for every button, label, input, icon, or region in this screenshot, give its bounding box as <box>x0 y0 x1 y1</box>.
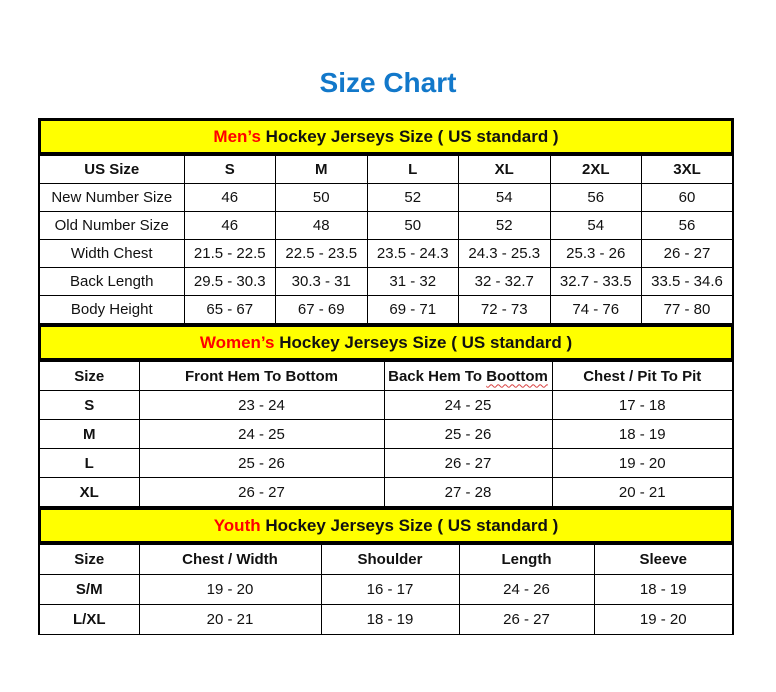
womens-size-table <box>38 361 734 507</box>
table-row <box>39 420 733 449</box>
row-label: XL <box>39 478 139 507</box>
size-value-cell: 46 <box>184 212 276 240</box>
row-label: Old Number Size <box>39 212 184 240</box>
mens-table-title <box>38 118 734 155</box>
column-header: L <box>367 156 459 184</box>
column-header: Front Hem To Bottom <box>139 362 384 391</box>
table-row <box>39 575 733 605</box>
size-value-cell: 54 <box>459 184 551 212</box>
size-value-cell: 31 - 32 <box>367 268 459 296</box>
size-value-cell: 56 <box>642 212 734 240</box>
row-label: L <box>39 449 139 478</box>
column-header: XL <box>459 156 551 184</box>
size-value-cell: 65 - 67 <box>184 296 276 324</box>
size-value-cell: 23 - 24 <box>139 391 384 420</box>
size-value-cell: 67 - 69 <box>276 296 368 324</box>
size-value-cell: 24 - 26 <box>459 575 594 605</box>
size-value-cell: 20 - 21 <box>139 605 321 635</box>
size-value-cell: 69 - 71 <box>367 296 459 324</box>
mens-title-text: Hockey Jerseys Size ( US standard ) <box>260 126 559 146</box>
size-value-cell: 48 <box>276 212 368 240</box>
size-value-cell: 56 <box>550 184 642 212</box>
size-value-cell: 21.5 - 22.5 <box>184 240 276 268</box>
column-header: M <box>276 156 368 184</box>
page-title: Size Chart <box>319 67 457 98</box>
size-value-cell: 25 - 26 <box>139 449 384 478</box>
table-row <box>39 478 733 507</box>
table-row <box>39 296 733 324</box>
size-value-cell: 77 - 80 <box>642 296 734 324</box>
size-value-cell: 46 <box>184 184 276 212</box>
column-header: S <box>184 156 276 184</box>
mens-size-table <box>38 155 734 324</box>
misspelled-word: Boottom <box>486 367 548 385</box>
column-header: Chest / Width <box>139 545 321 575</box>
size-value-cell: 23.5 - 24.3 <box>367 240 459 268</box>
size-value-cell: 32.7 - 33.5 <box>550 268 642 296</box>
size-value-cell: 74 - 76 <box>550 296 642 324</box>
table-row <box>39 212 733 240</box>
youth-table-title <box>38 507 734 544</box>
column-header: 3XL <box>642 156 734 184</box>
size-chart <box>38 118 734 635</box>
size-value-cell: 24 - 25 <box>384 391 552 420</box>
size-value-cell: 19 - 20 <box>594 605 733 635</box>
youth-title-highlight: Youth <box>213 515 261 535</box>
womens-title-text: Hockey Jerseys Size ( US standard ) <box>274 332 573 352</box>
size-value-cell: 18 - 19 <box>552 420 733 449</box>
size-value-cell: 33.5 - 34.6 <box>642 268 734 296</box>
size-value-cell: 52 <box>459 212 551 240</box>
column-header: Size <box>39 362 139 391</box>
size-value-cell: 25.3 - 26 <box>550 240 642 268</box>
size-value-cell: 20 - 21 <box>552 478 733 507</box>
mens-header-row <box>39 156 733 184</box>
table-row <box>39 184 733 212</box>
table-row <box>39 605 733 635</box>
size-value-cell: 17 - 18 <box>552 391 733 420</box>
size-value-cell: 27 - 28 <box>384 478 552 507</box>
size-value-cell: 32 - 32.7 <box>459 268 551 296</box>
row-label: Width Chest <box>39 240 184 268</box>
size-value-cell: 50 <box>276 184 368 212</box>
column-header: US Size <box>39 156 184 184</box>
column-header-text: Back Hem To <box>388 367 487 385</box>
row-label: Back Length <box>39 268 184 296</box>
womens-header-row <box>39 362 733 391</box>
size-value-cell: 26 - 27 <box>139 478 384 507</box>
youth-title-text: Hockey Jerseys Size ( US standard ) <box>260 515 559 535</box>
row-label: S/M <box>39 575 139 605</box>
size-value-cell: 72 - 73 <box>459 296 551 324</box>
column-header: Shoulder <box>321 545 459 575</box>
row-label: M <box>39 420 139 449</box>
size-value-cell: 25 - 26 <box>384 420 552 449</box>
size-value-cell: 18 - 19 <box>321 605 459 635</box>
table-row <box>39 391 733 420</box>
size-value-cell: 29.5 - 30.3 <box>184 268 276 296</box>
size-value-cell: 50 <box>367 212 459 240</box>
column-header <box>384 362 552 391</box>
column-header: Length <box>459 545 594 575</box>
size-value-cell: 26 - 27 <box>384 449 552 478</box>
row-label: New Number Size <box>39 184 184 212</box>
column-header: Size <box>39 545 139 575</box>
column-header: Chest / Pit To Pit <box>552 362 733 391</box>
size-value-cell: 19 - 20 <box>139 575 321 605</box>
size-value-cell: 16 - 17 <box>321 575 459 605</box>
size-value-cell: 18 - 19 <box>594 575 733 605</box>
column-header: 2XL <box>550 156 642 184</box>
table-row <box>39 268 733 296</box>
size-value-cell: 26 - 27 <box>459 605 594 635</box>
youth-header-row <box>39 545 733 575</box>
size-value-cell: 60 <box>642 184 734 212</box>
row-label: L/XL <box>39 605 139 635</box>
size-value-cell: 54 <box>550 212 642 240</box>
womens-title-highlight: Women’s <box>199 332 275 352</box>
size-value-cell: 26 - 27 <box>642 240 734 268</box>
mens-title-highlight: Men’s <box>213 126 261 146</box>
size-value-cell: 52 <box>367 184 459 212</box>
size-value-cell: 19 - 20 <box>552 449 733 478</box>
size-value-cell: 30.3 - 31 <box>276 268 368 296</box>
size-value-cell: 22.5 - 23.5 <box>276 240 368 268</box>
row-label: Body Height <box>39 296 184 324</box>
row-label: S <box>39 391 139 420</box>
column-header: Sleeve <box>594 545 733 575</box>
youth-size-table <box>38 544 734 635</box>
size-value-cell: 24 - 25 <box>139 420 384 449</box>
size-value-cell: 24.3 - 25.3 <box>459 240 551 268</box>
table-row <box>39 240 733 268</box>
womens-table-title <box>38 324 734 361</box>
table-row <box>39 449 733 478</box>
